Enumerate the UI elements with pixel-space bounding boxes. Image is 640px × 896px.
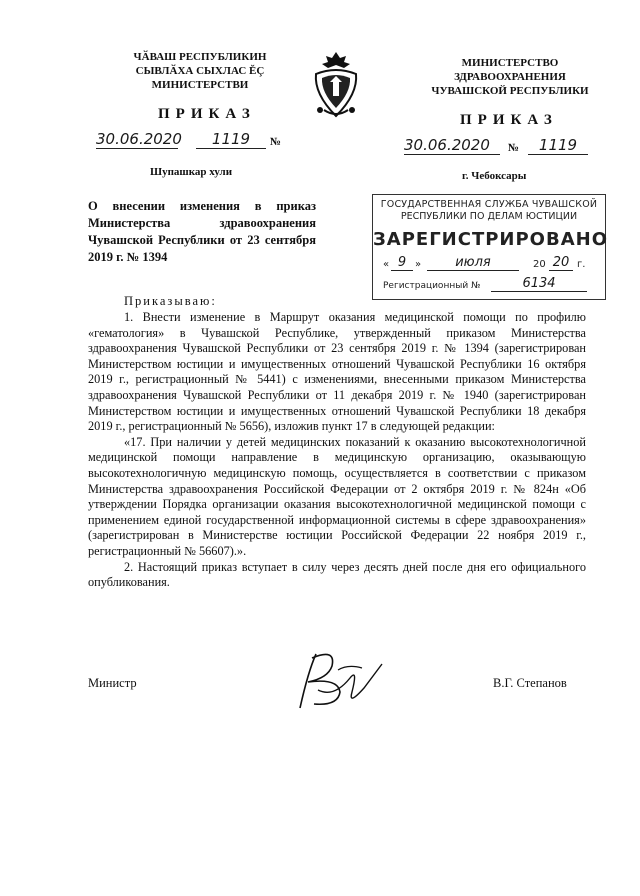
chuvash-republic-emblem-icon	[310, 48, 362, 120]
header-right-line1: МИНИСТЕРСТВО	[461, 57, 559, 69]
header-left-date: 30.06.2020	[96, 130, 182, 148]
stamp-month: июля	[427, 255, 519, 271]
header-left-date-number	[96, 130, 296, 152]
stamp-quote-close: »	[415, 259, 422, 270]
document-title: О внесении изменения в приказ Министерства здравоохранения Чувашской Республики от 23 сентября 2019 г. № 1394	[88, 199, 316, 264]
paragraph-2: «17. При наличии у детей медицинских показаний к оказанию высокотехнологичной медицинской помощи направление в медицинскую организацию, оказывающую высокотехнологичную медицинскую помощь, осуществляется в соответствии с приказом Министерства здравоохранения Российской Федерации от 2 октября 2019 г. № 824н «Об утверждении Порядка организации оказания высокотехнологичной медицинской помощи с применением единой государственной информационной системы в сфере здравоохранения» (зарегистрирован в Министерстве юстиции Российской Федерации 22 ноября 2019 г., регистрационный № 56607).».	[88, 434, 586, 558]
header-right-number-sign: №	[508, 142, 520, 154]
stamp-year-suffix: 20	[549, 255, 573, 271]
header-right	[420, 56, 600, 98]
header-left-city: Шупашкар хули	[150, 166, 233, 178]
stamp-reg-label: Регистрационный №	[383, 281, 481, 291]
stamp-registered: ЗАРЕГИСТРИРОВАНО	[373, 229, 608, 250]
stamp-quote-open: «	[383, 259, 390, 270]
header-left-number-sign: №	[270, 136, 282, 148]
stamp-date-row	[383, 257, 597, 275]
header-right-number: 1119	[528, 136, 588, 155]
body-text	[88, 310, 586, 591]
stamp-line1: ГОСУДАРСТВЕННАЯ СЛУЖБА ЧУВАШСКОЙ	[380, 199, 598, 210]
header-right-date: 30.06.2020	[404, 136, 500, 155]
header-left-line3: МИНИСТЕРСТВИ	[151, 79, 249, 91]
stamp-reg-row	[383, 276, 597, 295]
signature-position: Министр	[88, 676, 137, 690]
header-right-date-number	[404, 136, 604, 158]
header-left-line2: СЫВЛӐХА СЫХЛАС ĔÇ	[135, 65, 265, 77]
stamp-year-g: г.	[577, 259, 586, 270]
header-left-line1: ЧӐВАШ РЕСПУБЛИКИН	[133, 51, 267, 63]
handwritten-signature-icon	[278, 648, 398, 714]
stamp-line2: РЕСПУБЛИКИ ПО ДЕЛАМ ЮСТИЦИИ	[400, 211, 578, 222]
registration-stamp	[372, 194, 606, 300]
paragraph-1: 1. Внести изменение в Маршрут оказания медицинской помощи по профилю «гематология» в Чувашской Республике, утвержденный приказом Министерства здравоохранения Чувашской Республики от 23 сентября 2019 г. № 1394 (зарегистрирован Министерством юстиции и имущественных отношений Чувашской Республики 16 октября 2019 г., регистрационный № 5441) с изменениями, внесенными приказом Министерства здравоохранения Чувашской Республики от 11 декабря 2019 г. № 1940 (зарегистрирован Министерством юстиции и имущественных отношений Чувашской Республики 18 декабря 2019 г., регистрационный № 5656), изложив пункт 17 в следующей редакции:	[88, 310, 586, 434]
header-right-city: г. Чебоксары	[462, 170, 527, 182]
header-right-line3: ЧУВАШСКОЙ РЕСПУБЛИКИ	[431, 85, 589, 97]
header-left-number: 1119	[196, 130, 266, 149]
order-word: Приказываю:	[124, 294, 217, 308]
stamp-day: 9	[391, 255, 413, 271]
header-left	[100, 50, 300, 92]
paragraph-3: 2. Настоящий приказ вступает в силу через десять дней после дня его официального опубликования.	[88, 559, 586, 590]
header-left-prikaz: ПРИКАЗ	[158, 106, 256, 122]
stamp-reg-number: 6134	[491, 276, 587, 292]
signature-name: В.Г. Степанов	[493, 676, 567, 690]
header-right-line2: ЗДРАВООХРАНЕНИЯ	[454, 71, 566, 83]
header-right-prikaz: ПРИКАЗ	[460, 112, 558, 128]
stamp-year-prefix: 20	[533, 259, 546, 270]
